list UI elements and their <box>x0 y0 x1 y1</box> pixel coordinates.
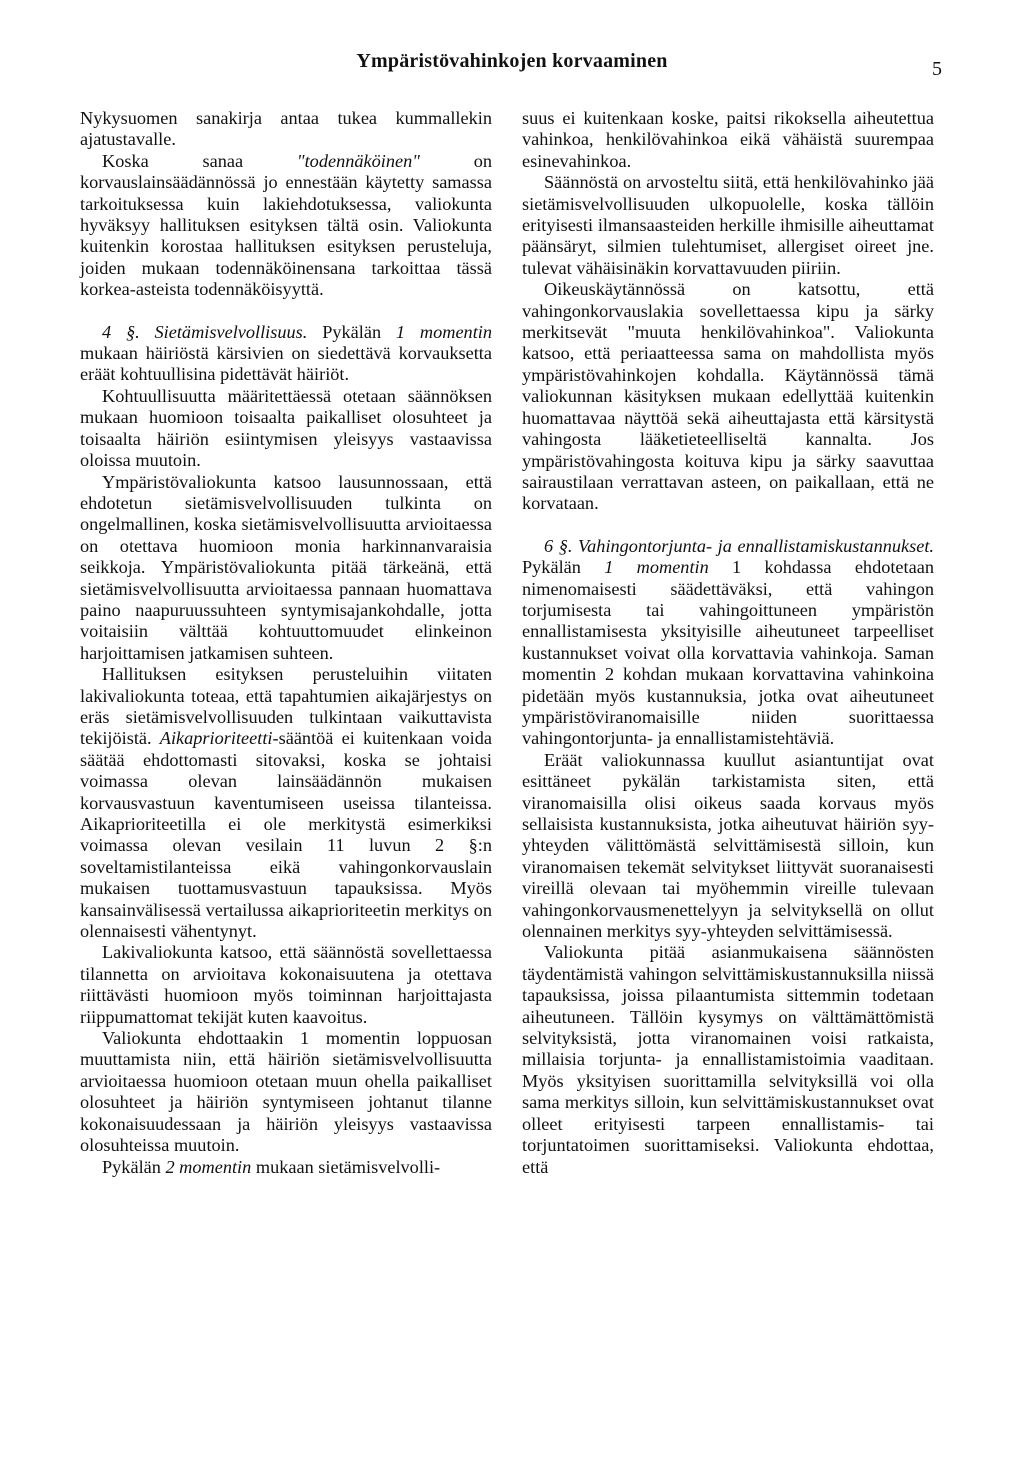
section-paragraph <box>80 322 492 386</box>
paragraph <box>522 942 934 1177</box>
paragraph <box>522 172 934 279</box>
italic-reference: 1 momentin <box>395 321 492 342</box>
paragraph <box>522 108 934 172</box>
paragraph-text: Pykälän <box>522 557 605 578</box>
italic-reference: 2 momentin <box>165 1156 252 1177</box>
paragraph-text: Lakivaliokunta katsoo, että säännöstä sovellettaessa tilannetta on arvioitava kokonaisuutena ja otettava riittävästi huomioon myös toiminnan harjoittajasta riippumattomat tekijät kuten kaavoitus. <box>80 942 492 1027</box>
section-paragraph <box>522 536 934 750</box>
italic-reference: 1 momentin <box>604 557 709 578</box>
page-number: 5 <box>932 58 942 80</box>
section-heading: 6 §. Vahingontorjunta- ja ennallistamiskustannukset. <box>544 535 934 556</box>
paragraph-text: Oikeuskäytännössä on katsottu, että vahingonkorvauslakia sovellettaessa kipu ja särky merkitsevät "muuta henkilövahinkoa". Valiokunta katsoo, että periaatteessa sama on mahdollista myös ympäristövahinkojen kohdalla. Käytännössä tämä valiokunnan käsityksen mukaan edellyttää kuitenkin huomattavaa näyttöä sekä aiheuttajasta että kärsitystä vahingosta lääketieteelliseltä kannalta. Jos ympäristövahingosta koituva kipu ja särky saavuttaa sairaustilaan verrattavan asteen, on paikallaan, että ne korvataan. <box>522 279 934 514</box>
paragraph <box>80 942 492 1028</box>
paragraph <box>80 1157 492 1178</box>
paragraph-text: Valiokunta pitää asianmukaisena säännösten täydentämistä vahingon selvittämiskustannuksilla niissä tapauksissa, joissa pilaantumista sittemmin todetaan aiheutuneen. Tällöin kysymys on välttämättömistä selvityksistä, jotta viranomainen voisi ratkaista, millaisia torjunta- ja ennallistamistoimia vaaditaan. Myös yksityisen suorittamilla selvityksillä voi olla sama merkitys silloin, kun selvittämiskustannukset ovat olleet erityisesti tarpeen ennallistamis- tai torjuntatoimen suorittamiseksi. Valiokunta ehdottaa, että <box>522 942 934 1177</box>
paragraph-text: Koska sanaa <box>102 150 297 171</box>
paragraph-text: Kohtuullisuutta määritettäessä otetaan säännöksen mukaan huomioon toisaalta paikalliset olosuhteet ja toisaalta häiriön esiintymisen yleisyys vastaavissa oloissa muutoin. <box>80 385 492 471</box>
running-header-title: Ympäristövahinkojen korvaaminen <box>356 50 668 72</box>
paragraph <box>80 386 492 472</box>
left-column <box>80 108 492 1178</box>
paragraph <box>80 1028 492 1156</box>
paragraph <box>80 472 492 665</box>
paragraph-text: Nykysuomen sanakirja antaa tukea kummallekin ajatustavalle. <box>80 108 492 150</box>
paragraph <box>80 151 492 301</box>
paragraph-text: Pykälän <box>102 1156 166 1177</box>
paragraph-text: Valiokunta ehdottaakin 1 momentin loppuosan muuttamista niin, että häiriön sietämisvelvollisuutta arvioitaessa huomioon otetaan muun ohella paikalliset olosuhteet ja häiriön syntymiseen johtanut tilanne kokonaisuudessaan ja häiriön yleisyys vastaavissa olosuhteissa muutoin. <box>80 1028 492 1156</box>
italic-term: Aikaprioriteetti <box>159 728 273 749</box>
paragraph-text: -sääntöä ei kuitenkaan voida säätää ehdottomasti sitovaksi, koska se johtaisi voimassa olevan lainsäädännön mukaisen korvausvastuun kaventumiseen useissa tilanteissa. Aikaprioriteetilla ei ole merkitystä esimerkiksi voimassa olevan vesilain 11 luvun 2 §:n soveltamistilanteissa eikä vahingonkorvauslain mukaisen tuottamusvastuun tapauksissa. Myös kansainvälisessä vertailussa aikaprioriteetin merkitys on olennaisesti vähentynyt. <box>80 728 492 942</box>
paragraph-text: Ympäristövaliokunta katsoo lausunnossaan, että ehdotetun sietämisvelvollisuuden tulkinta on ongelmallinen, koska sietämisvelvollisuutta arvioitaessa on otettava huomioon monia harkinnanvaraisia seikkoja. Ympäristövaliokunta pitää tärkeänä, että sietämisvelvollisuutta arvioitaessa pannaan huomattava paino naapuruussuhteen syntymisajankohdalle, jotta voitaisiin välttää kohtuuttomuudet elinkeinon harjoittamisen jatkamisen suhteen. <box>80 471 492 663</box>
paragraph <box>80 664 492 942</box>
paragraph-text: Eräät valiokunnassa kuullut asiantuntijat ovat esittäneet pykälän tarkistamista siten, että viranomaisilla olisi oikeus saada korvaus myös sellaisista kustannuksista, jotka aiheutuvat häiriön syy-yhteyden välittömästä selvittämisestä silloin, kun viranomaisen tekemät selvitykset liittyvät suoranaisesti vireillä olevaan tai myöhemmin vireille tulevaan vahingonkorvausmenettelyyn ja selvityksellä on ollut olennainen merkitys syy-yhteyden selvittämisessä. <box>522 749 934 942</box>
paragraph-text: mukaan sietämisvelvolli- <box>251 1156 441 1177</box>
paragraph <box>522 279 934 514</box>
paragraph-text: suus ei kuitenkaan koske, paitsi rikoksella aiheutettua vahinkoa, henkilövahinkoa eikä vähäistä suurempaa esinevahinkoa. <box>522 108 934 171</box>
paragraph <box>80 108 492 151</box>
right-column <box>522 108 934 1178</box>
paragraph-text: Säännöstä on arvosteltu siitä, että henkilövahinko jää sietämisvelvollisuuden ulkopuolelle, koska tällöin erityisesti ilmansaasteiden herkille ihmisille aiheuttamat päänsäryt, silmien tulehtumiset, allergiset oireet jne. tulevat vähäisinäkin korvattavuuden piiriin. <box>522 172 934 278</box>
paragraph-text: mukaan häiriöstä kärsivien on siedettävä korvauksetta eräät kohtuullisina pidettävät häiriöt. <box>80 343 492 385</box>
paragraph-text: Pykälän <box>307 321 396 342</box>
paragraph-text: Hallituksen esityksen perusteluihin viitaten lakivaliokunta toteaa, että tapahtumien aikajärjestys on eräs sietämisvelvollisuuden tulkintaan vaikuttavista tekijöistä. <box>80 664 492 749</box>
paragraph <box>522 750 934 943</box>
paragraph-text: on korvauslainsäädännössä jo ennestään käytetty samassa tarkoituksessa kuin lakiehdotuksessa, valiokunta hyväksyy hallituksen esityksen tältä osin. Valiokunta kuitenkin korostaa hallituksen esityksen perusteluja, joiden mukaan todennäköinensana tarkoittaa tässä korkea-asteista todennäköisyyttä. <box>80 150 492 300</box>
section-heading: 4 §. Sietämisvelvollisuus. <box>102 321 308 342</box>
italic-term: "todennäköinen" <box>296 150 420 171</box>
paragraph-text: 1 kohdassa ehdotetaan nimenomaisesti säädettäväksi, että vahingon torjumisesta tai vahingoittuneen ympäristön ennallistamisesta yksityisille aiheutuneet tarpeelliset kustannukset voivat olla korvattavia vahinkoja. Saman momentin 2 kohdan mukaan korvattavina vahinkoina pidetään myös kustannuksia, jotka ovat aiheutuneet ympäristöviranomaisille niiden suorittaessa vahingontorjunta- ja ennallistamistehtäviä. <box>522 557 934 749</box>
